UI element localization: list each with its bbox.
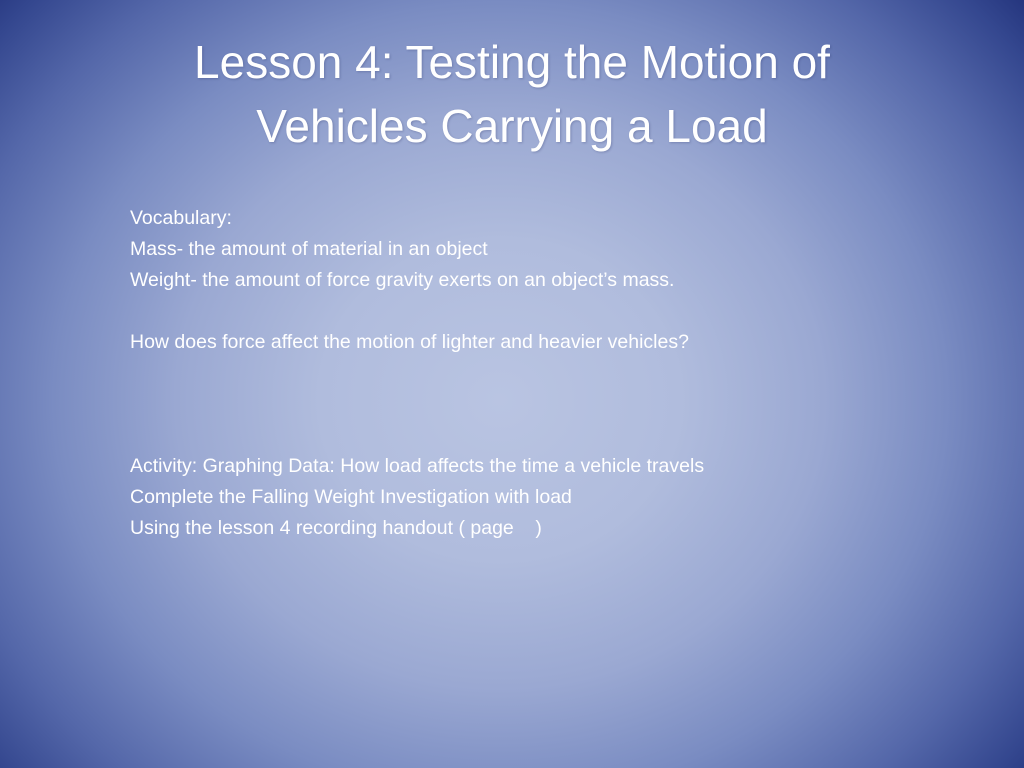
slide-title: [0, 30, 1024, 158]
handout-line: Using the lesson 4 recording handout ( page ): [130, 517, 542, 539]
blank-line: [130, 296, 990, 327]
activity-line: Activity: Graphing Data: How load affects the time a vehicle travels: [130, 455, 705, 477]
vocabulary-heading: Vocabulary:: [130, 207, 232, 229]
blank-line: [130, 420, 990, 451]
force-question: How does force affect the motion of lighter and heavier vehicles?: [130, 331, 689, 353]
slide-title-line-1: Lesson 4: Testing the Motion of: [194, 36, 830, 88]
slide-title-line-2: Vehicles Carrying a Load: [256, 100, 768, 152]
investigation-line: Complete the Falling Weight Investigation with load: [130, 486, 572, 508]
blank-line: [130, 358, 990, 389]
slide-body: [130, 203, 990, 544]
blank-line: [130, 389, 990, 420]
weight-definition: Weight- the amount of force gravity exerts on an object’s mass.: [130, 269, 675, 291]
mass-definition: Mass- the amount of material in an object: [130, 238, 488, 260]
